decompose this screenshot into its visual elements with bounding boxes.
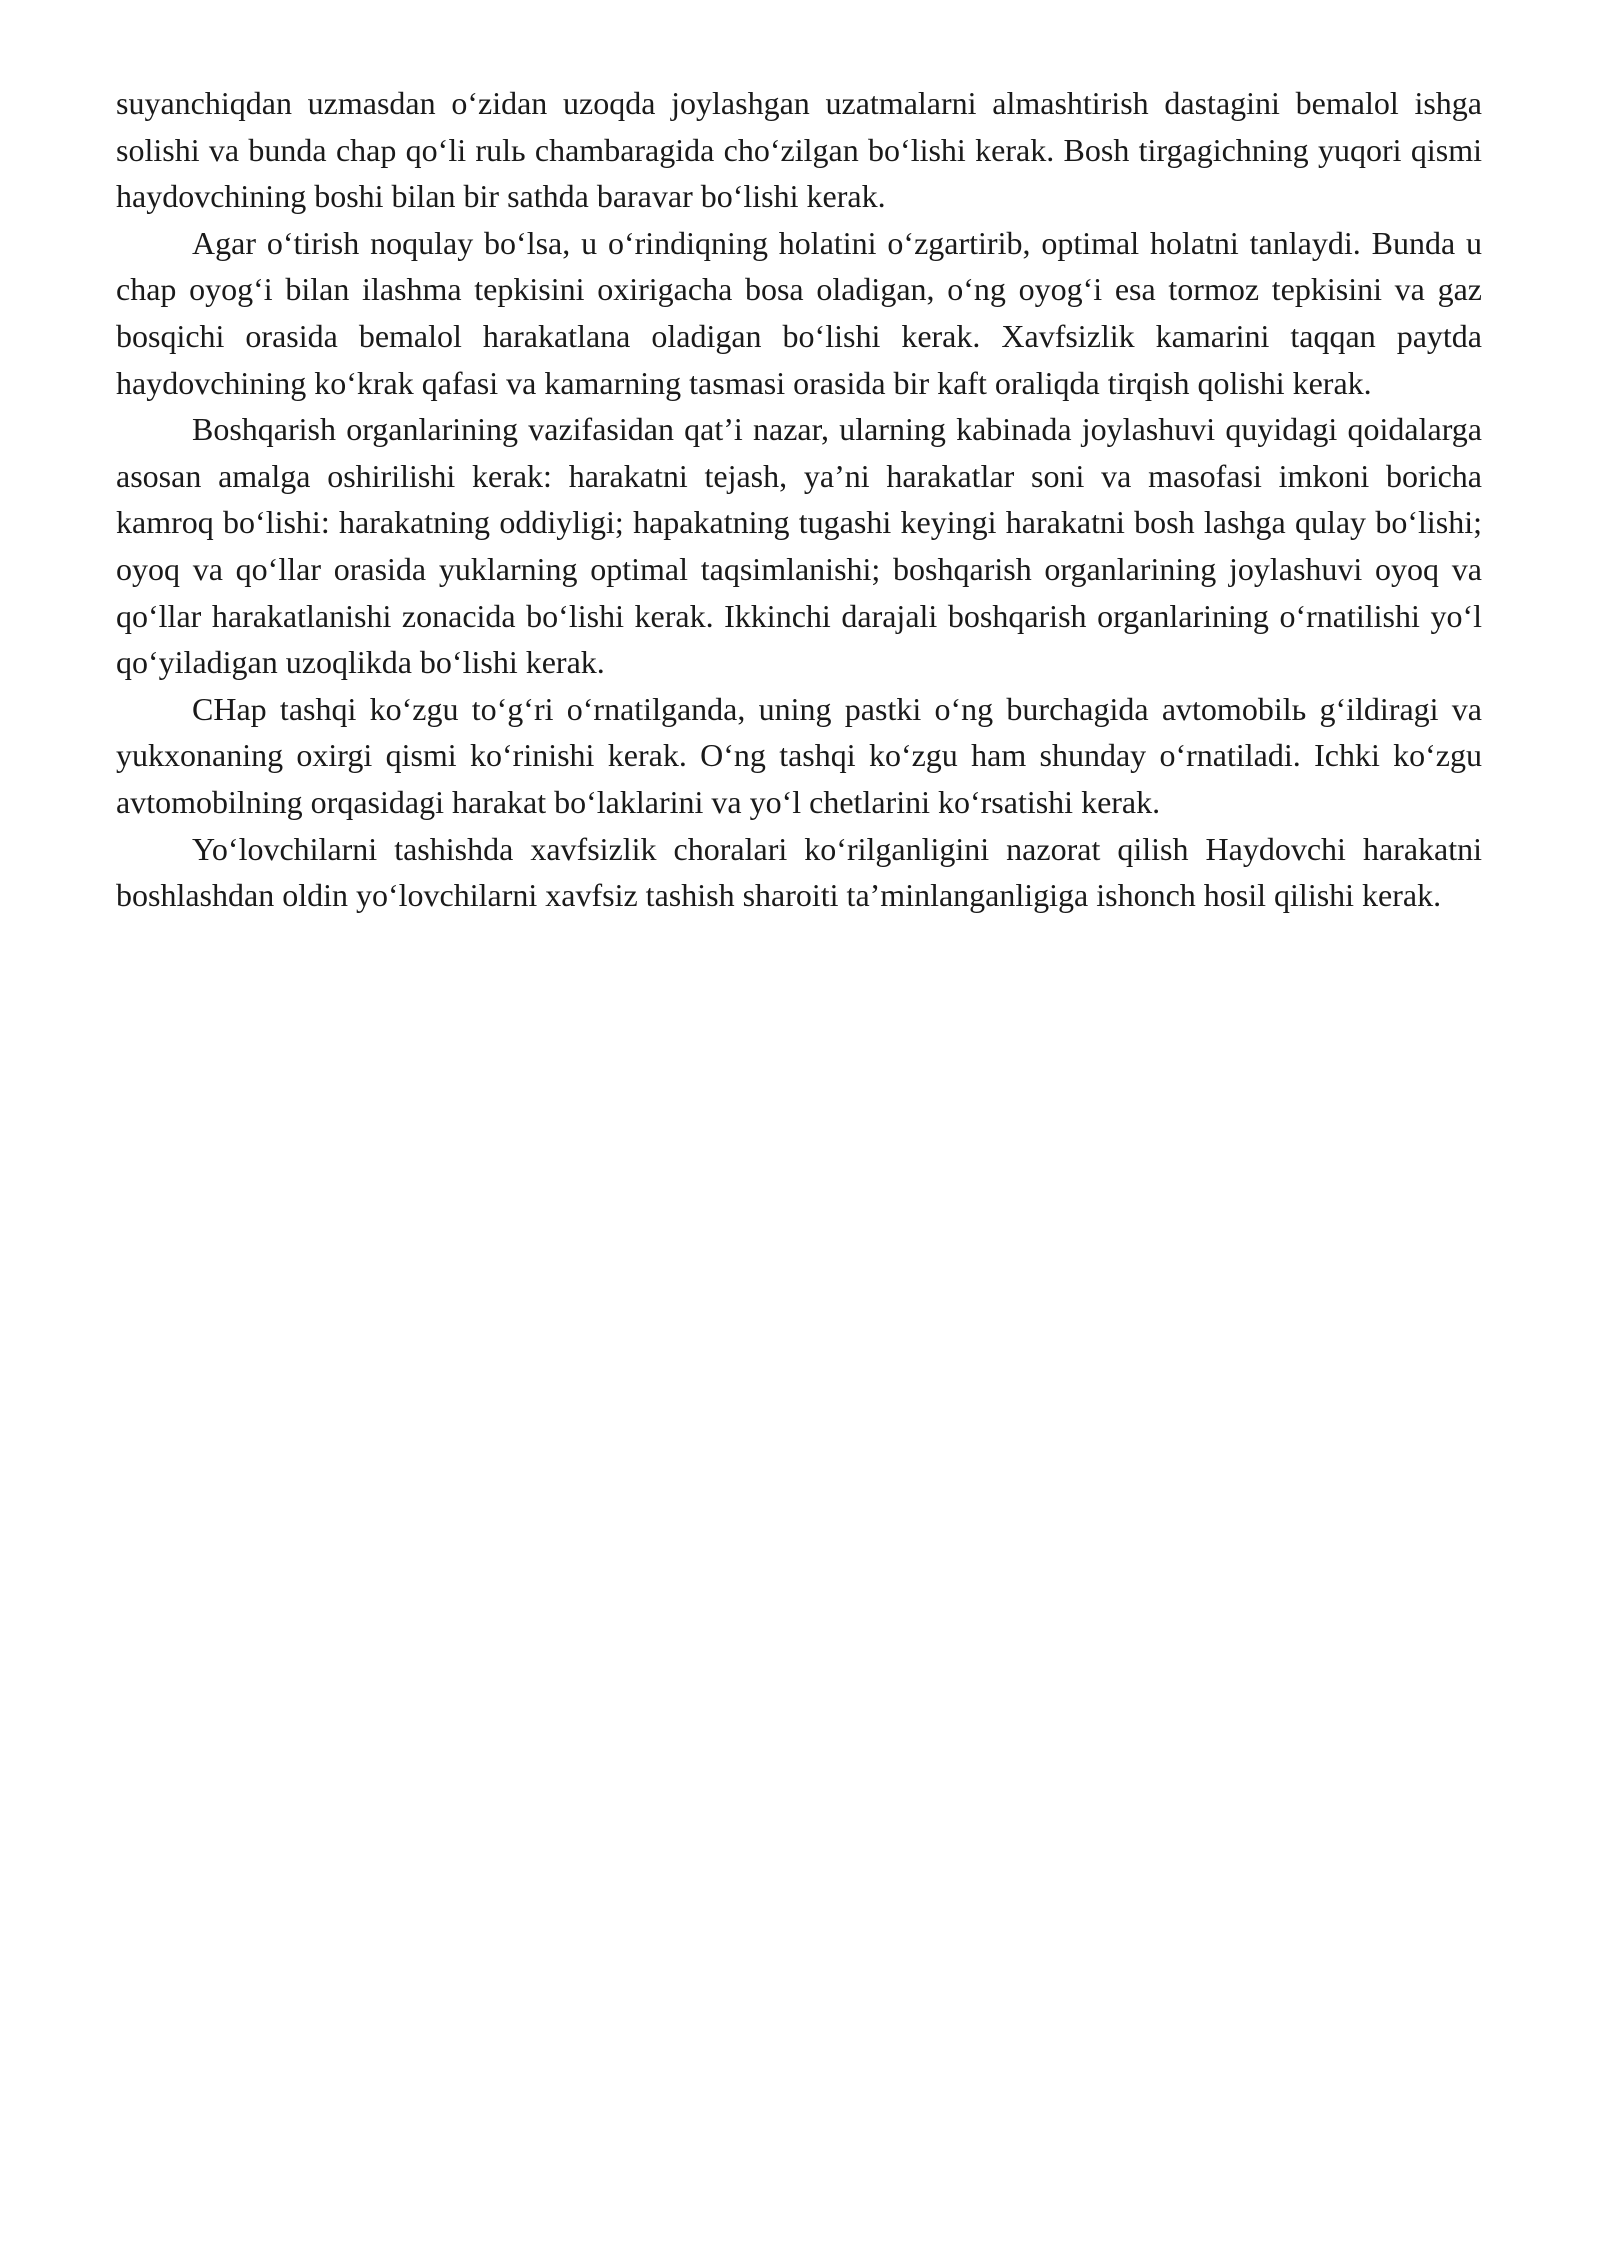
- paragraph-1: suyanchiqdan uzmasdan o‘zidan uzoqda joylashgan uzatmalarni almashtirish dastagini bemalol ishga solishi va bunda chap qo‘li rulь chambaragida cho‘zilgan bo‘lishi kerak. Bosh tirgagichning yuqori qismi haydovchining boshi bilan bir sathda baravar bo‘lishi kerak.: [116, 85, 1482, 215]
- paragraph-2: Agar o‘tirish noqulay bo‘lsa, u o‘rindiqning holatini o‘zgartirib, optimal holatni tanlaydi. Bunda u chap oyog‘i bilan ilashma tepkisini oxirigacha bosa oladigan, o‘ng oyog‘i esa tormoz tepkisini va gaz bosqichi orasida bemalol harakatlana oladigan bo‘lishi kerak. Xavfsizlik kamarini taqqan paytda haydovchining ko‘krak qafasi va kamarning tasmasi orasida bir kaft oraliqda tirqish qolishi kerak.: [116, 224, 1482, 401]
- paragraph-5: Yo‘lovchilarni tashishda xavfsizlik choralari ko‘rilganligini nazorat qilish Haydovchi harakatni boshlashdan oldin yo‘lovchilarni xavfsiz tashish sharoiti ta’minlanganligiga ishonch hosil qilishi kerak.: [116, 830, 1482, 914]
- paragraph-4: CHap tashqi ko‘zgu to‘g‘ri o‘rnatilganda, uning pastki o‘ng burchagida avtomobilь g‘ildiragi va yukxonaning oxirgi qismi ko‘rinishi kerak. O‘ng tashqi ko‘zgu ham shunday o‘rnatiladi. Ichki ko‘zgu avtomobilning orqasidagi harakat bo‘laklarini va yo‘l chetlarini ko‘rsatishi kerak.: [116, 690, 1482, 820]
- document-page: [116, 80, 1482, 919]
- paragraph-3: Boshqarish organlarining vazifasidan qat’i nazar, ularning kabinada joylashuvi quyidagi qoidalarga asosan amalga oshirilishi kerak: harakatni tejash, ya’ni harakatlar soni va masofasi imkoni boricha kamroq bo‘lishi: harakatning oddiyligi; hapakatning tugashi keyingi harakatni bosh lashga qulay bo‘lishi; oyoq va qo‘llar orasida yuklarning optimal taqsimlanishi; boshqarish organlarining joylashuvi oyoq va qo‘llar harakatlanishi zonacida bo‘lishi kerak. Ikkinchi darajali boshqarish organlarining o‘rnatilishi yo‘l qo‘yiladigan uzoqlikda bo‘lishi kerak.: [116, 411, 1482, 681]
